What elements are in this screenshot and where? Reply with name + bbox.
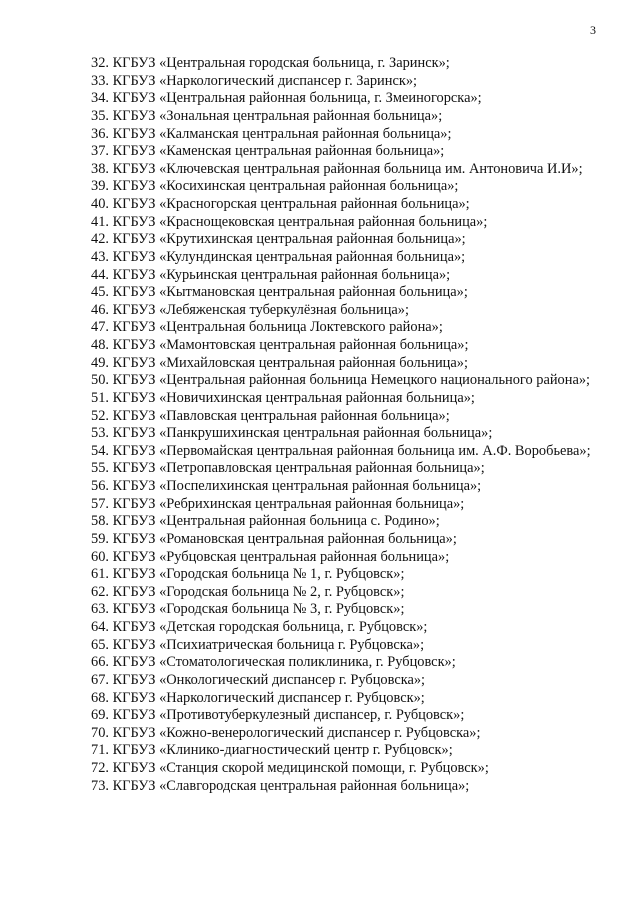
list-item: 45. КГБУЗ «Кытмановская центральная районная больница»; — [91, 284, 468, 301]
list-item: 37. КГБУЗ «Каменская центральная районная больница»; — [91, 143, 445, 160]
list-item: 72. КГБУЗ «Станция скорой медицинской помощи, г. Рубцовск»; — [91, 760, 489, 776]
list-item: 38. КГБУЗ «Ключевская центральная районная больница им. Антоновича И.И»; — [91, 160, 583, 177]
list-item: 53. КГБУЗ «Панкрушихинская центральная районная больница»; — [91, 425, 493, 442]
hospital-list — [61, 55, 597, 795]
list-item: 58. КГБУЗ «Центральная районная больница с. Родино»; — [91, 513, 440, 530]
list-item: 63. КГБУЗ «Городская больница № 3, г. Рубцовск»; — [91, 601, 405, 618]
list-item: 73. КГБУЗ «Славгородская центральная районная больница»; — [91, 777, 470, 794]
list-item: 52. КГБУЗ «Павловская центральная районная больница»; — [91, 407, 450, 424]
list-item: 42. КГБУЗ «Крутихинская центральная районная больница»; — [91, 231, 466, 248]
list-item: 60. КГБУЗ «Рубцовская центральная районная больница»; — [91, 548, 450, 565]
list-item: 61. КГБУЗ «Городская больница № 1, г. Рубцовск»; — [91, 566, 405, 583]
list-item: 34. КГБУЗ «Центральная районная больница, г. Змеиногорска»; — [91, 90, 482, 107]
list-item: 32. КГБУЗ «Центральная городская больница, г. Заринск»; — [91, 55, 450, 71]
list-item: 51. КГБУЗ «Новичихинская центральная районная больница»; — [91, 389, 475, 406]
list-item: 41. КГБУЗ «Краснощековская центральная районная больница»; — [91, 213, 488, 230]
list-item: 47. КГБУЗ «Центральная больница Локтевского района»; — [91, 319, 443, 336]
list-item: 46. КГБУЗ «Лебяженская туберкулёзная больница»; — [91, 301, 409, 318]
list-item: 50. КГБУЗ «Центральная районная больница Немецкого национального района»; — [91, 372, 591, 389]
list-item: 71. КГБУЗ «Клинико-диагностический центр г. Рубцовск»; — [91, 742, 453, 759]
list-item: 48. КГБУЗ «Мамонтовская центральная районная больница»; — [91, 337, 469, 353]
list-item: 36. КГБУЗ «Калманская центральная районная больница»; — [91, 125, 452, 142]
list-item: 54. КГБУЗ «Первомайская центральная районная больница им. А.Ф. Воробьева»; — [91, 442, 591, 459]
list-item: 55. КГБУЗ «Петропавловская центральная районная больница»; — [91, 460, 485, 477]
list-item: 62. КГБУЗ «Городская больница № 2, г. Рубцовск»; — [91, 583, 405, 600]
list-item: 57. КГБУЗ «Ребрихинская центральная районная больница»; — [91, 495, 465, 512]
list-item: 43. КГБУЗ «Кулундинская центральная районная больница»; — [91, 248, 466, 265]
list-item: 33. КГБУЗ «Наркологический диспансер г. Заринск»; — [91, 72, 418, 89]
list-item: 49. КГБУЗ «Михайловская центральная районная больница»; — [91, 354, 468, 371]
list-item: 56. КГБУЗ «Поспелихинская центральная районная больница»; — [91, 478, 482, 494]
list-item: 40. КГБУЗ «Красногорская центральная районная больница»; — [91, 196, 470, 212]
list-item: 67. КГБУЗ «Онкологический диспансер г. Рубцовска»; — [91, 671, 426, 688]
list-item: 65. КГБУЗ «Психиатрическая больница г. Рубцовска»; — [91, 636, 425, 653]
list-item: 70. КГБУЗ «Кожно-венерологический диспансер г. Рубцовска»; — [91, 724, 481, 741]
list-item: 68. КГБУЗ «Наркологический диспансер г. Рубцовск»; — [91, 689, 425, 706]
list-item: 69. КГБУЗ «Противотуберкулезный диспансер, г. Рубцовск»; — [91, 707, 465, 724]
list-item: 44. КГБУЗ «Курьинская центральная районная больница»; — [91, 266, 451, 283]
page-number: 3 — [590, 23, 596, 37]
list-item: 64. КГБУЗ «Детская городская больница, г. Рубцовск»; — [91, 619, 428, 635]
list-item: 35. КГБУЗ «Зональная центральная районная больница»; — [91, 107, 443, 124]
list-item: 66. КГБУЗ «Стоматологическая поликлиника, г. Рубцовск»; — [91, 654, 456, 671]
list-item: 59. КГБУЗ «Романовская центральная районная больница»; — [91, 530, 457, 547]
list-item: 39. КГБУЗ «Косихинская центральная районная больница»; — [91, 178, 459, 195]
